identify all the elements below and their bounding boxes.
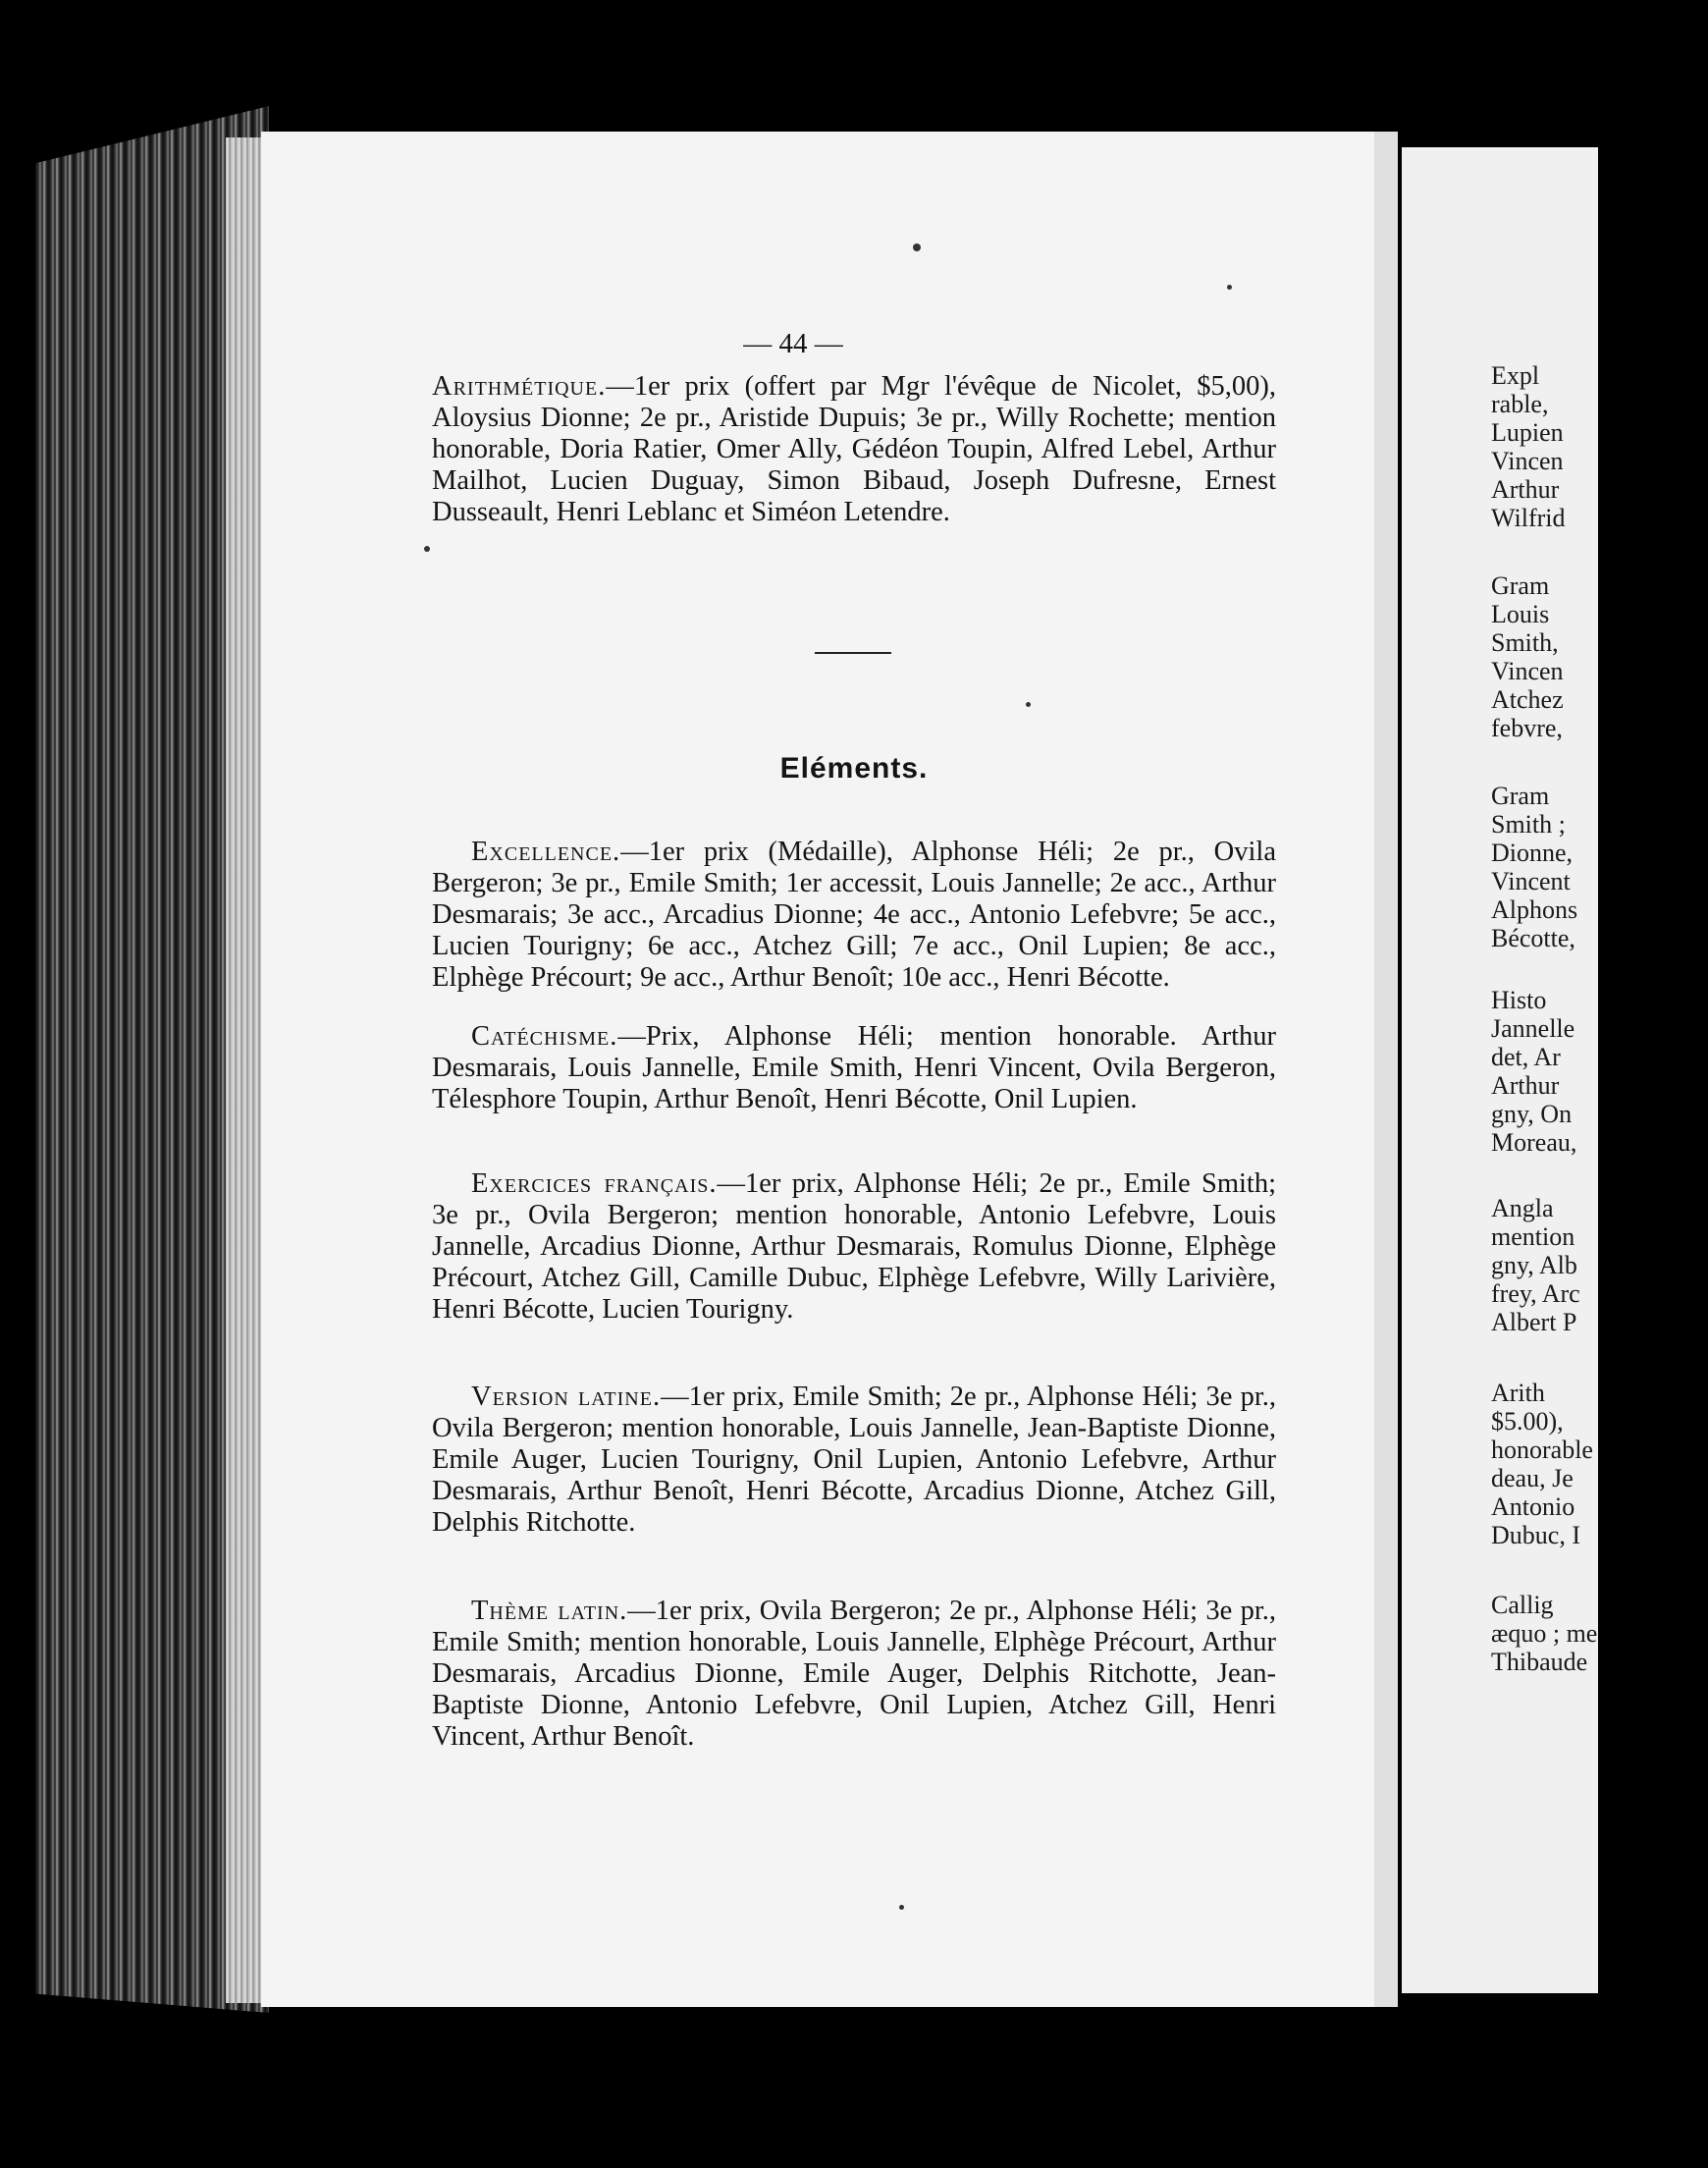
text-excellence: —1er prix (Médaille), Alphonse Héli; 2e pr., Ovila Bergeron; 3e pr., Emile Smith; 1er accessit, Louis Jannelle; 2e acc., Arthur Desmarais; 3e acc., Arcadius Dionne; 4e acc., Antonio Lefebvre; 5e acc., Lucien Tourigny; 6e acc., Atchez Gill; 7e acc., Onil Lupien; 8e acc., Elphège Précourt; 9e acc., Arthur Benoît; 10e acc., Henri Bécotte. xyxy=(432,837,1276,993)
page-speck xyxy=(1227,285,1232,290)
section-divider xyxy=(815,652,891,654)
right-page-block-4: Histo Jannelle det, Ar Arthur gny, On Moreau, xyxy=(1491,986,1577,1157)
right-page-block-6: Arith $5.00), honorable deau, Je Antonio Dubuc, I xyxy=(1491,1379,1593,1549)
paragraph-theme xyxy=(432,1596,1276,1753)
right-page-block-2: Gram Louis Smith, Vincen Atchez febvre, xyxy=(1491,571,1564,742)
label-excellence: Excellence. xyxy=(471,837,621,867)
text-catechisme: —Prix, Alphonse Héli; mention honorable. Arthur Desmarais, Louis Jannelle, Emile Smith, Henri Vincent, Ovila Bergeron, Télesphore Toupin, Arthur Benoît, Henri Bécotte, Onil Lupien. xyxy=(432,1021,1276,1114)
section-heading: Eléments. xyxy=(779,752,929,785)
right-page-block-5: Angla mention gny, Alb frey, Arc Albert P xyxy=(1491,1194,1580,1336)
label-arithmetique: Arithmétique. xyxy=(432,371,607,402)
book-gutter xyxy=(1374,132,1398,2007)
page-speck xyxy=(424,546,430,552)
paragraph-exercices xyxy=(432,1168,1276,1326)
page-speck xyxy=(899,1905,904,1910)
paragraph-version xyxy=(432,1382,1276,1539)
label-version: Version latine. xyxy=(471,1382,662,1412)
label-catechisme: Catéchisme. xyxy=(471,1021,618,1052)
right-page-block-7: Callig æquo ; me Thibaude xyxy=(1491,1591,1598,1676)
page-number: — 44 — xyxy=(743,328,843,359)
label-theme: Thème latin. xyxy=(471,1596,628,1626)
right-page-block-3: Gram Smith ; Dionne, Vincent Alphons Bécotte, xyxy=(1491,782,1578,952)
text-version: —1er prix, Emile Smith; 2e pr., Alphonse Héli; 3e pr., Ovila Bergeron; mention honorable, Louis Jannelle, Jean-Baptiste Dionne, Emile Auger, Lucien Tourigny, Onil Lupien, Antonio Lefebvre, Arthur Desmarais, Arthur Benoît, Henri Bécotte, Arcadius Dionne, Atchez Gill, Delphis Ritchotte. xyxy=(432,1382,1276,1538)
paragraph-excellence xyxy=(432,837,1276,994)
page-speck xyxy=(1026,702,1031,707)
paragraph-arithmetique xyxy=(432,371,1276,528)
page-speck xyxy=(913,244,921,251)
paragraph-catechisme xyxy=(432,1021,1276,1115)
page-edge-highlight xyxy=(226,137,261,2003)
label-exercices: Exercices français. xyxy=(471,1168,718,1199)
text-arithmetique: —1er prix (offert par Mgr l'évêque de Nicolet, $5,00), Aloysius Dionne; 2e pr., Aristide Dupuis; 3e pr., Willy Rochette; mention honorable, Doria Ratier, Omer Ally, Gédéon Toupin, Alfred Lebel, Arthur Mailhot, Lucien Duguay, Simon Bibaud, Joseph Dufresne, Ernest Dusseault, Henri Leblanc et Siméon Letendre. xyxy=(432,371,1276,527)
text-theme: —1er prix, Ovila Bergeron; 2e pr., Alphonse Héli; 3e pr., Emile Smith; mention honorable, Louis Jannelle, Elphège Précourt, Arthur Desmarais, Arcadius Dionne, Emile Auger, Delphis Ritchotte, Jean-Baptiste Dionne, Antonio Lefebvre, Onil Lupien, Atchez Gill, Henri Vincent, Arthur Benoît. xyxy=(432,1596,1276,1752)
right-page-block-1: Expl rable, Lupien Vincen Arthur Wilfrid xyxy=(1491,361,1566,532)
text-exercices: —1er prix, Alphonse Héli; 2e pr., Emile Smith; 3e pr., Ovila Bergeron; mention honorable, Antonio Lefebvre, Louis Jannelle, Arcadius Dionne, Arthur Desmarais, Romulus Dionne, Elphège Précourt, Atchez Gill, Camille Dubuc, Elphège Lefebvre, Willy Larivière, Henri Bécotte, Lucien Tourigny. xyxy=(432,1168,1276,1325)
